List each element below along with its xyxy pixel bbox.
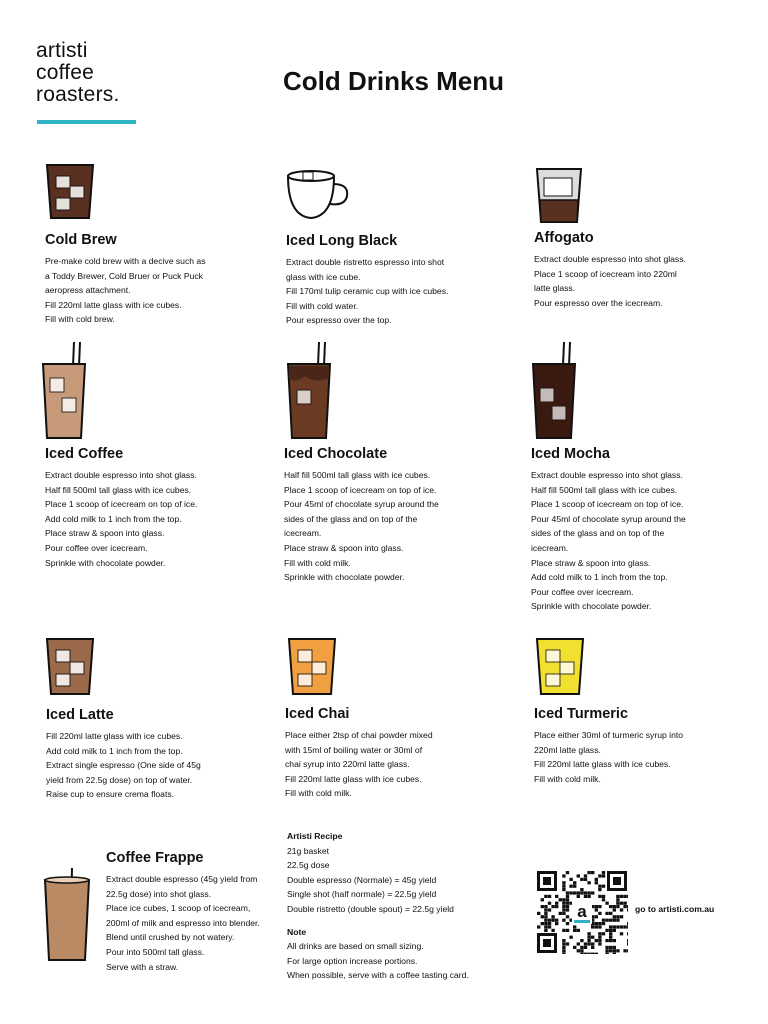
drink-name: Iced Coffee (45, 446, 124, 462)
drink-card-iced-turmeric (534, 706, 683, 786)
coffee-frappe-glass-icon (42, 866, 94, 962)
brand-line: artisti (36, 39, 88, 62)
drink-steps (285, 728, 433, 801)
step: Place 1 scoop of icecream on top of ice. (531, 499, 684, 510)
cold-brew-glass-icon (44, 162, 96, 222)
iced-coffee-glass-icon (40, 340, 92, 440)
drink-card-cold-brew (45, 232, 206, 327)
drink-name: Iced Long Black (286, 233, 398, 249)
drink-card-iced-mocha (531, 446, 686, 614)
qr-logo-letter: a (577, 902, 587, 921)
artisti-recipe (287, 829, 469, 983)
step: 200ml of milk and espresso into blender. (106, 917, 260, 928)
drink-steps (45, 468, 197, 570)
step: Place either 30ml of turmeric syrup into (534, 730, 684, 740)
step: Fill 220ml latte glass with ice cubes. (534, 759, 671, 770)
step: Fill 170ml tulip ceramic cup with ice cubes. (286, 286, 449, 297)
step: Place ice cubes, 1 scoop of icecream, (106, 903, 251, 914)
step: latte glass. (534, 283, 576, 294)
recipe-line: Single shot (half normale) = 22.5g yield (287, 889, 437, 900)
ceramic-cup-icon (285, 168, 353, 222)
step: Place 1 scoop of icecream on top of ice. (284, 484, 437, 495)
step: 220ml latte glass. (534, 744, 601, 755)
iced-mocha-glass-icon (530, 340, 582, 440)
step: Extract double espresso (45g yield from (106, 874, 258, 884)
step: Place straw & spoon into glass. (531, 557, 651, 568)
step: Fill 220ml latte glass with ice cubes. (46, 731, 183, 741)
step: Extract double espresso into shot glass. (534, 254, 686, 264)
step: yield from 22.5g dose) on top of water. (46, 774, 193, 785)
drink-steps (534, 252, 686, 310)
step: icecream. (284, 528, 322, 539)
brand-accent-bar (37, 120, 136, 124)
step: Pour 45ml of chocolate syrup around the (284, 499, 439, 510)
step: Place 1 scoop of icecream on top of ice. (45, 499, 198, 510)
step: glass with ice cube. (286, 271, 361, 282)
step: Half fill 500ml tall glass with ice cubes. (284, 470, 431, 480)
page-title: Cold Drinks Menu (283, 66, 505, 96)
step: Fill with cold milk. (534, 773, 601, 784)
step: Sprinkle with chocolate powder. (284, 572, 405, 583)
note-heading: Note (287, 926, 307, 937)
iced-chocolate-glass-icon (285, 340, 337, 440)
step: Place 1 scoop of icecream into 220ml (534, 268, 677, 279)
step: Pour espresso over the top. (286, 315, 392, 326)
drink-card-iced-chai (285, 706, 433, 801)
step: Half fill 500ml tall glass with ice cubes. (45, 484, 192, 495)
iced-latte-glass-icon (44, 636, 96, 698)
drink-name: Coffee Frappe (106, 850, 204, 866)
step: Add cold milk to 1 inch from the top. (531, 572, 668, 583)
recipe-line: Double ristretto (double spout) = 22.5g yield (287, 903, 454, 914)
drink-card-iced-latte (46, 707, 201, 802)
step: Pour coffee over icecream. (531, 586, 634, 597)
drink-name: Cold Brew (45, 232, 117, 248)
step: Raise cup to ensure crema floats. (46, 789, 175, 800)
iced-chai-glass-icon (286, 636, 338, 698)
step: Fill with cold brew. (45, 314, 115, 325)
step: Extract double espresso into shot glass. (45, 470, 197, 480)
drink-card-affogato (534, 230, 686, 310)
iced-turmeric-glass-icon (534, 636, 586, 698)
step: Sprinkle with chocolate powder. (531, 601, 652, 612)
step: Pour 45ml of chocolate syrup around the (531, 513, 686, 524)
step: Fill with cold milk. (285, 788, 352, 799)
step: aeropress attachment. (45, 285, 131, 296)
drink-steps (106, 872, 260, 974)
drink-steps (284, 468, 439, 585)
qr-caption[interactable]: go to artisti.com.au (635, 904, 715, 914)
step: sides of the glass and on top of the (531, 528, 665, 539)
drink-steps (45, 254, 206, 327)
drink-steps (534, 728, 683, 786)
drink-name: Iced Chai (285, 706, 350, 722)
drink-steps (46, 729, 201, 802)
step: Half fill 500ml tall glass with ice cubes. (531, 484, 678, 495)
drink-card-coffee-frappe (106, 850, 260, 974)
step: Pour espresso over the icecream. (534, 297, 663, 308)
brand-line: coffee (36, 61, 95, 84)
recipe-line: 22.5g dose (287, 860, 330, 871)
drink-card-iced-coffee (45, 446, 197, 570)
step: a Toddy Brewer, Cold Bruer or Puck Puck (45, 270, 203, 281)
step: 22.5g dose) into shot glass. (106, 888, 212, 899)
step: Serve with a straw. (106, 961, 179, 972)
step: sides of the glass and on top of the (284, 513, 418, 524)
step: Pre-make cold brew with a decive such as (45, 256, 206, 266)
drink-name: Iced Latte (46, 707, 114, 723)
step: Extract single espresso (One side of 45g (46, 760, 201, 771)
step: Pour coffee over icecream. (45, 542, 148, 553)
affogato-glass-icon (534, 166, 584, 226)
drink-name: Iced Chocolate (284, 446, 388, 462)
qr-code[interactable] (536, 870, 628, 954)
step: Fill 220ml latte glass with ice cubes. (45, 299, 182, 310)
recipe-heading: Artisti Recipe (287, 831, 343, 841)
step: icecream. (531, 542, 569, 553)
recipe-line: Double espresso (Normale) = 45g yield (287, 874, 437, 885)
step: Extract double espresso into shot glass. (531, 470, 683, 480)
drink-steps (531, 468, 686, 614)
drink-card-iced-long-black (286, 233, 448, 328)
note-line: All drinks are based on small sizing. (287, 941, 424, 952)
recipe-line: 21g basket (287, 845, 330, 856)
brand-logo (36, 40, 176, 106)
step: Add cold milk to 1 inch from the top. (45, 513, 182, 524)
step: Place either 2tsp of chai powder mixed (285, 730, 433, 740)
brand-line: roasters. (36, 83, 120, 106)
drink-name: Affogato (534, 230, 594, 246)
step: chai syrup into 220ml latte glass. (285, 759, 410, 770)
step: Fill with cold water. (286, 300, 359, 311)
step: Place straw & spoon into glass. (45, 528, 165, 539)
note-line: When possible, serve with a coffee tasting card. (287, 970, 469, 981)
step: Place straw & spoon into glass. (284, 542, 404, 553)
note-line: For large option increase portions. (287, 955, 418, 966)
step: Pour into 500ml tall glass. (106, 946, 205, 957)
step: with 15ml of boiling water or 30ml of (285, 744, 423, 755)
drink-name: Iced Turmeric (534, 706, 629, 722)
step: Blend until crushed by not watery. (106, 932, 235, 943)
step: Fill with cold milk. (284, 557, 351, 568)
drink-name: Iced Mocha (531, 446, 610, 462)
step: Add cold milk to 1 inch from the top. (46, 745, 183, 756)
step: Extract double ristretto espresso into shot (286, 257, 445, 267)
drink-card-iced-chocolate (284, 446, 439, 585)
step: Sprinkle with chocolate powder. (45, 557, 166, 568)
drink-steps (286, 255, 448, 328)
step: Fill 220ml latte glass with ice cubes. (285, 773, 422, 784)
